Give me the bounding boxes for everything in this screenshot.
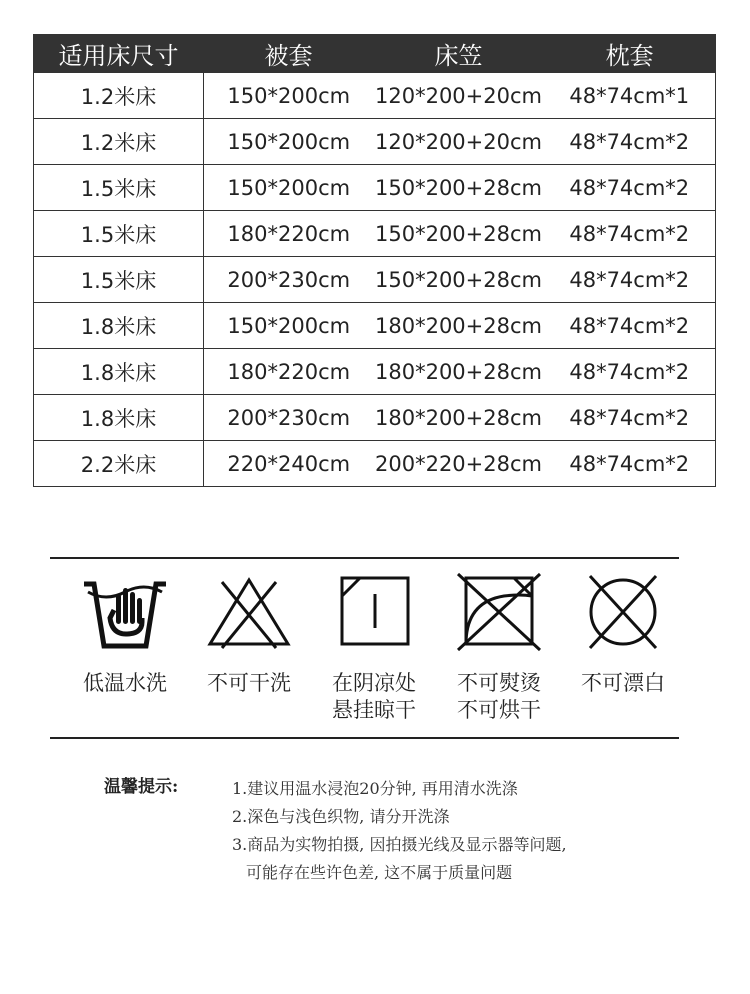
cell-bed-size: 1.8米床 xyxy=(34,349,204,395)
cell-pillowcase: 48*74cm*2 xyxy=(544,211,716,257)
tip-item: 2.深色与浅色织物, 请分开洗涤 xyxy=(232,807,450,826)
cell-duvet: 150*200cm xyxy=(204,303,374,349)
cell-bed-size: 1.8米床 xyxy=(34,395,204,441)
cell-fitted-sheet: 200*220+28cm xyxy=(374,441,544,487)
cell-duvet: 180*220cm xyxy=(204,211,374,257)
cell-fitted-sheet: 150*200+28cm xyxy=(374,165,544,211)
tip-item: 1.建议用温水浸泡20分钟, 再用清水洗涤 xyxy=(232,779,518,798)
header-duvet: 被套 xyxy=(204,35,374,73)
cell-bed-size: 1.5米床 xyxy=(34,165,204,211)
cell-fitted-sheet: 180*200+28cm xyxy=(374,303,544,349)
cell-fitted-sheet: 150*200+28cm xyxy=(374,257,544,303)
cell-duvet: 150*200cm xyxy=(204,73,374,119)
care-item-no-dry-clean xyxy=(184,572,314,697)
size-table xyxy=(33,34,716,487)
table-row xyxy=(34,395,716,441)
cell-pillowcase: 48*74cm*2 xyxy=(544,165,716,211)
cell-bed-size: 1.2米床 xyxy=(34,73,204,119)
cell-duvet: 200*230cm xyxy=(204,257,374,303)
hand-wash-icon xyxy=(80,572,170,652)
cell-pillowcase: 48*74cm*2 xyxy=(544,441,716,487)
care-divider-top xyxy=(50,557,679,559)
header-fitted-sheet: 床笠 xyxy=(374,35,544,73)
care-label-no-iron-no-tumble: 不可熨烫 不可烘干 xyxy=(457,671,541,722)
no-dry-clean-icon xyxy=(204,572,294,652)
cell-pillowcase: 48*74cm*2 xyxy=(544,303,716,349)
cell-pillowcase: 48*74cm*2 xyxy=(544,119,716,165)
cell-fitted-sheet: 180*200+28cm xyxy=(374,349,544,395)
cell-pillowcase: 48*74cm*1 xyxy=(544,73,716,119)
care-item-hand-wash xyxy=(60,572,190,697)
tip-item: 可能存在些许色差, 这不属于质量问题 xyxy=(246,863,513,882)
cell-fitted-sheet: 180*200+28cm xyxy=(374,395,544,441)
cell-bed-size: 1.5米床 xyxy=(34,211,204,257)
tips-title: 温馨提示: xyxy=(104,777,179,797)
cell-bed-size: 1.8米床 xyxy=(34,303,204,349)
cell-pillowcase: 48*74cm*2 xyxy=(544,395,716,441)
no-iron-no-tumble-icon xyxy=(454,572,544,652)
cell-pillowcase: 48*74cm*2 xyxy=(544,257,716,303)
cell-duvet: 150*200cm xyxy=(204,165,374,211)
cell-fitted-sheet: 120*200+20cm xyxy=(374,73,544,119)
care-item-no-bleach xyxy=(558,572,688,697)
care-label-shade-hang-dry: 在阴凉处 悬挂晾干 xyxy=(332,671,416,722)
cell-duvet: 180*220cm xyxy=(204,349,374,395)
cell-duvet: 200*230cm xyxy=(204,395,374,441)
cell-fitted-sheet: 120*200+20cm xyxy=(374,119,544,165)
care-label-no-bleach: 不可漂白 xyxy=(581,671,665,695)
cell-bed-size: 1.2米床 xyxy=(34,119,204,165)
table-row xyxy=(34,73,716,119)
cell-bed-size: 2.2米床 xyxy=(34,441,204,487)
table-row xyxy=(34,349,716,395)
cell-duvet: 150*200cm xyxy=(204,119,374,165)
care-item-shade-hang-dry xyxy=(309,572,439,724)
care-label-hand-wash: 低温水洗 xyxy=(83,671,167,695)
tip-item: 3.商品为实物拍摄, 因拍摄光线及显示器等问题, xyxy=(232,835,567,854)
table-row xyxy=(34,119,716,165)
table-row xyxy=(34,441,716,487)
cell-bed-size: 1.5米床 xyxy=(34,257,204,303)
cell-duvet: 220*240cm xyxy=(204,441,374,487)
table-row xyxy=(34,211,716,257)
header-bed-size: 适用床尺寸 xyxy=(34,35,204,73)
care-divider-bottom xyxy=(50,737,679,739)
no-bleach-icon xyxy=(578,572,668,652)
care-label-no-dry-clean: 不可干洗 xyxy=(207,671,291,695)
header-pillowcase: 枕套 xyxy=(544,35,716,73)
table-row xyxy=(34,303,716,349)
cell-fitted-sheet: 150*200+28cm xyxy=(374,211,544,257)
table-row xyxy=(34,165,716,211)
table-row xyxy=(34,257,716,303)
shade-hang-dry-icon xyxy=(329,572,419,652)
tips-list xyxy=(232,775,567,887)
care-item-no-iron-no-tumble xyxy=(434,572,564,724)
table-header-row xyxy=(34,35,716,73)
cell-pillowcase: 48*74cm*2 xyxy=(544,349,716,395)
